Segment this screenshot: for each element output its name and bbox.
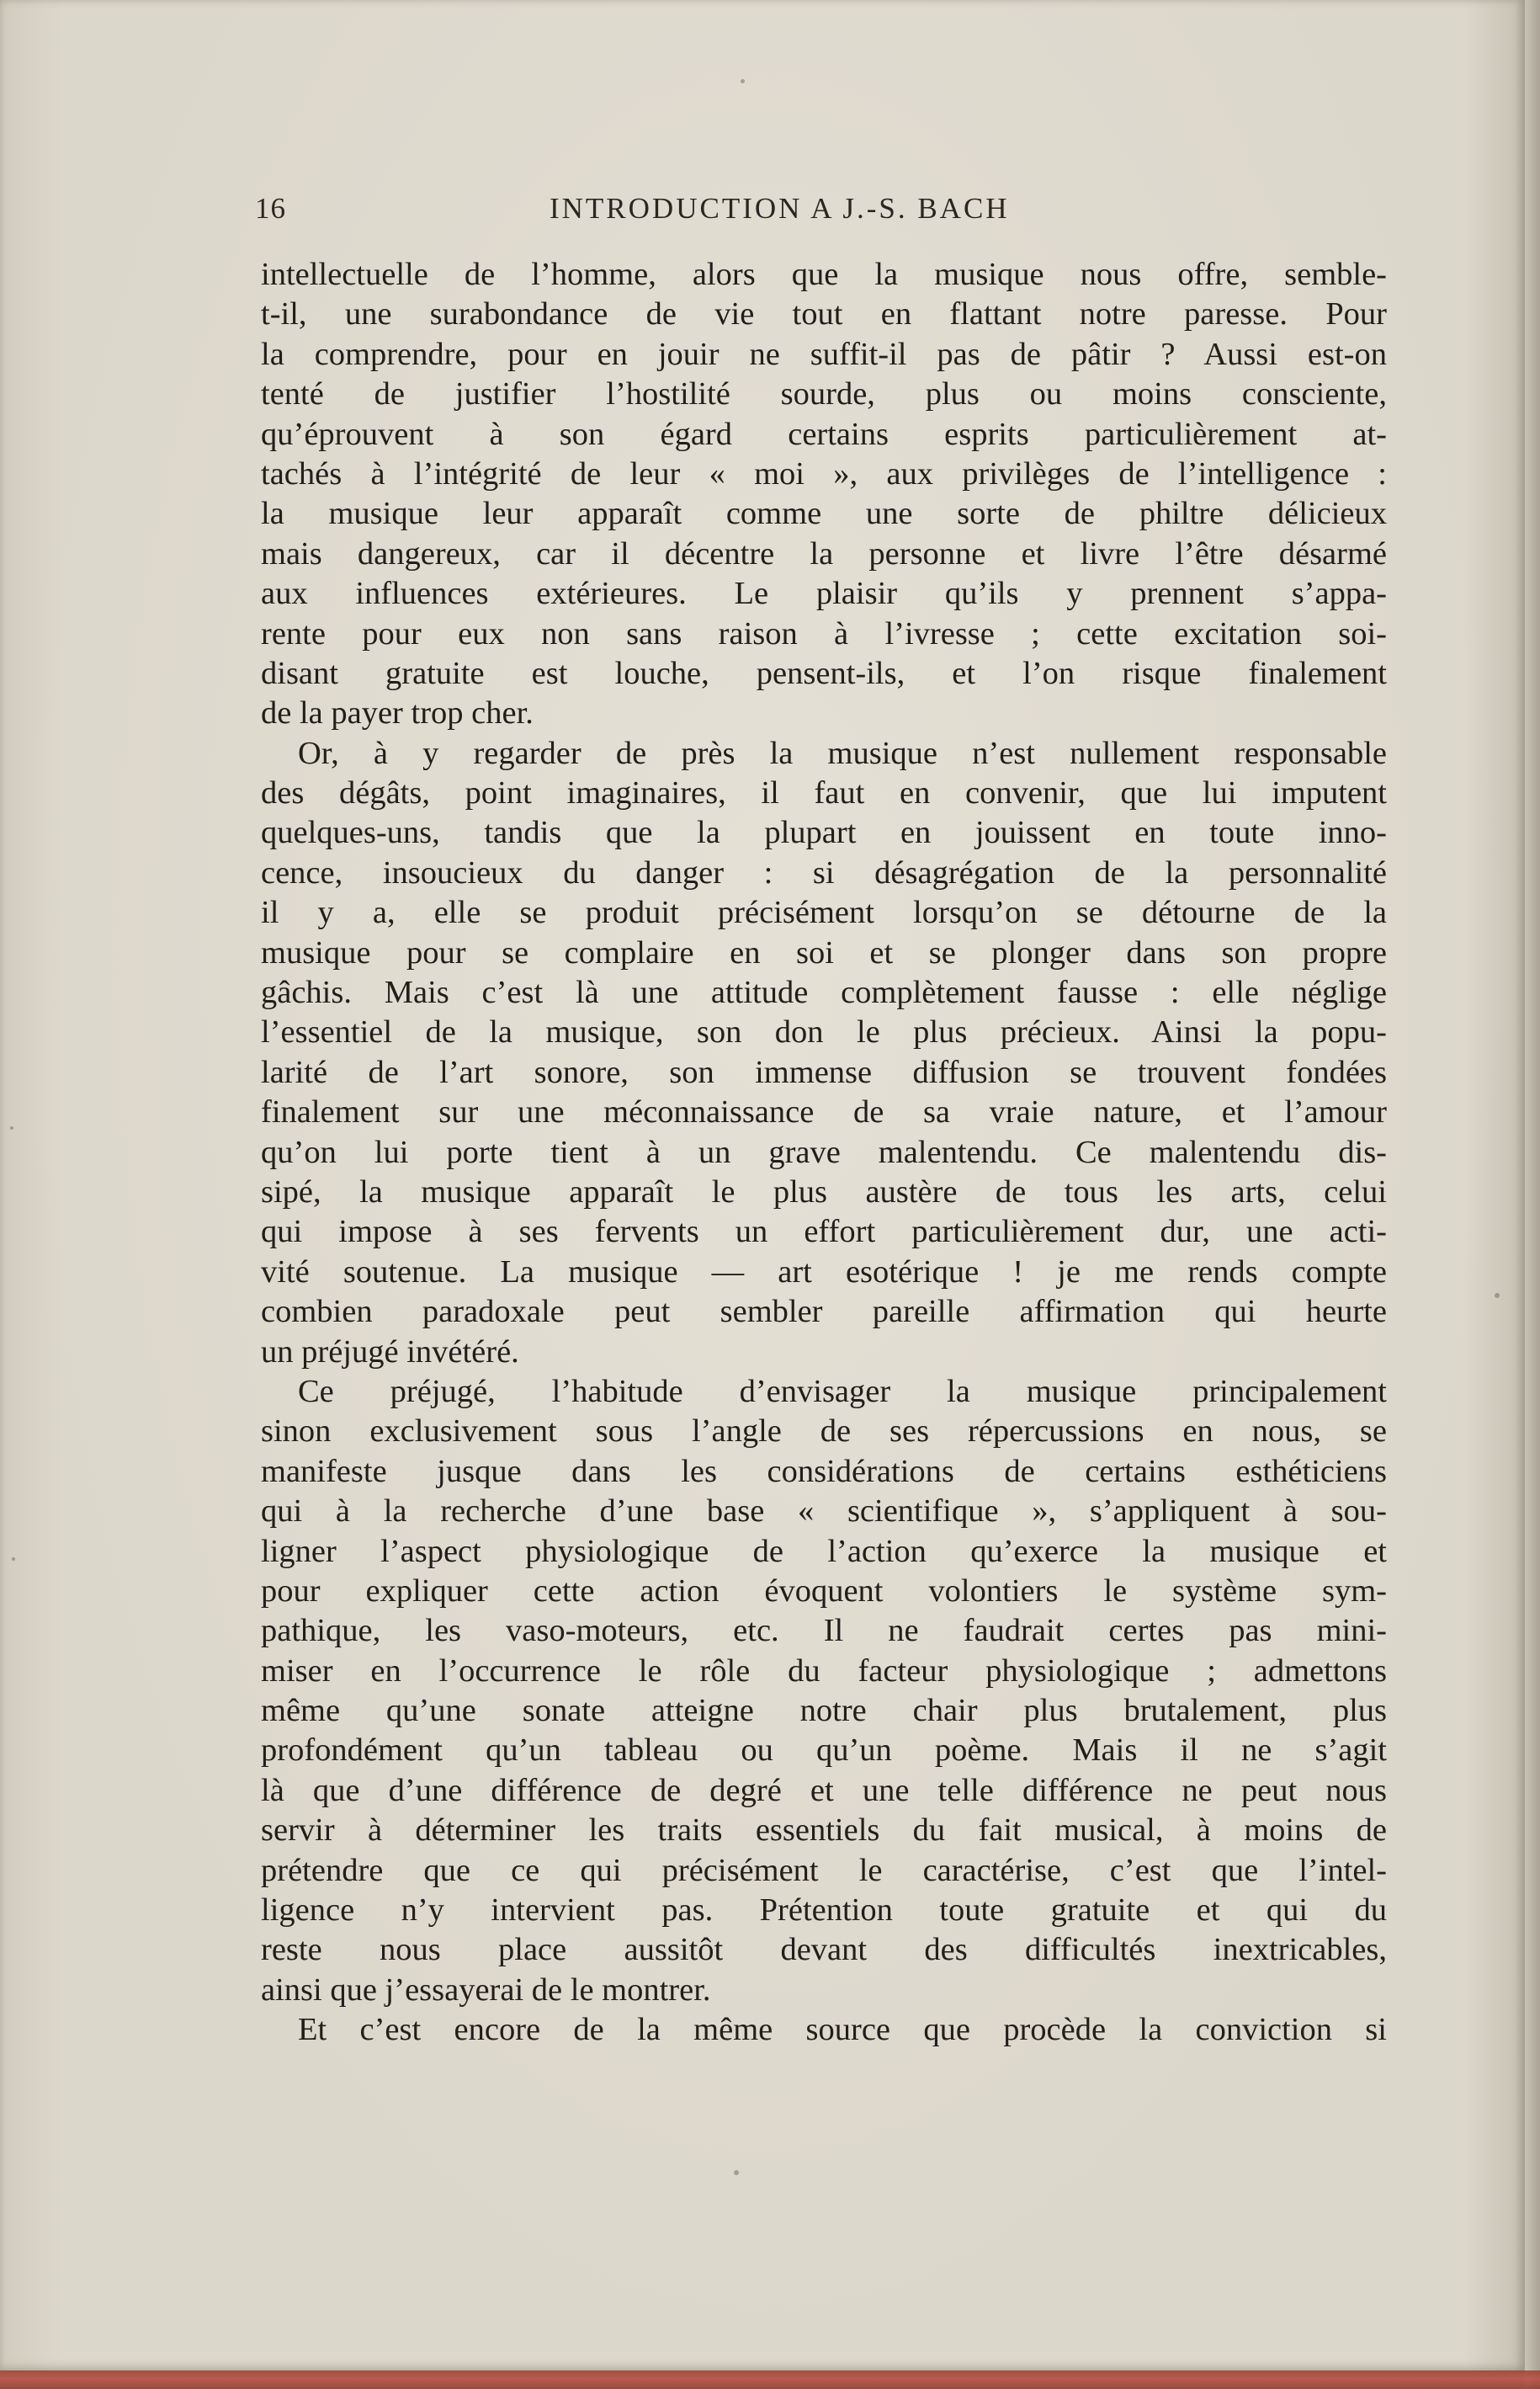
page-number: 16	[255, 192, 286, 225]
text-line: de la payer trop cher.	[261, 695, 534, 732]
text-line: ligner l’aspect physiologique de l’action qu’exerce la musique et	[261, 1533, 1387, 1569]
text-line: aux influences extérieures. Le plaisir qu’ils y prennent s’appa-	[261, 576, 1387, 612]
text-line: musique pour se complaire en soi et se plonger dans son propre	[261, 934, 1387, 971]
text-line: finalement sur une méconnaissance de sa vraie nature, et l’amour	[261, 1094, 1387, 1131]
text-line: qui impose à ses fervents un effort particulièrement dur, une acti-	[261, 1214, 1387, 1250]
text-line: qu’éprouvent à son égard certains esprits particulièrement at-	[261, 416, 1387, 452]
paper-speck	[741, 79, 745, 83]
running-title: INTRODUCTION A J.-S. BACH	[550, 192, 1010, 225]
text-line: reste nous place aussitôt devant des difficultés inextricables,	[261, 1932, 1387, 1968]
text-line: servir à déterminer les traits essentiels du fait musical, à moins de	[261, 1812, 1387, 1849]
text-line: qu’on lui porte tient à un grave malentendu. Ce malentendu dis-	[261, 1134, 1387, 1170]
text-line: manifeste jusque dans les considérations de certains esthéticiens	[261, 1453, 1387, 1489]
text-line: gâchis. Mais c’est là une attitude complètement fausse : elle néglige	[261, 975, 1387, 1011]
text-line: tenté de justifier l’hostilité sourde, plus ou moins consciente,	[261, 376, 1387, 412]
text-line: des dégâts, point imaginaires, il faut en convenir, que lui imputent	[261, 775, 1387, 811]
text-line: intellectuelle de l’homme, alors que la musique nous offre, semble-	[261, 257, 1387, 292]
text-line: disant gratuite est louche, pensent-ils, et l’on risque finalement	[261, 655, 1387, 691]
text-line: pour expliquer cette action évoquent volontiers le système sym-	[261, 1572, 1387, 1609]
text-line: là que d’une différence de degré et une telle différence ne peut nous	[261, 1772, 1387, 1808]
text-line: quelques-uns, tandis que la plupart en jouissent en toute inno-	[261, 815, 1387, 851]
text-line: cence, insoucieux du danger : si désagrégation de la personnalité	[261, 854, 1387, 891]
paper-speck	[10, 1126, 13, 1130]
text-line: larité de l’art sonore, son immense diffusion se trouvent fondées	[261, 1054, 1387, 1090]
book-cover-edge	[0, 2370, 1540, 2389]
text-line: mais dangereux, car il décentre la personne et livre l’être désarmé	[261, 535, 1387, 572]
paper-speck	[12, 1557, 15, 1561]
text-line: la comprendre, pour en jouir ne suffit-il pas de pâtir ? Aussi est-on	[261, 336, 1387, 372]
text-line: combien paradoxale peut sembler pareille affirmation qui heurte	[261, 1294, 1387, 1330]
text-line: rente pour eux non sans raison à l’ivresse ; cette excitation soi-	[261, 615, 1387, 652]
text-line: ainsi que j’essayerai de le montrer.	[261, 1971, 711, 2008]
text-line: pathique, les vaso-moteurs, etc. Il ne faudrait certes pas mini-	[261, 1613, 1387, 1649]
text-line: la musique leur apparaît comme une sorte de philtre délicieux	[261, 496, 1387, 532]
paper-speck	[1495, 1293, 1500, 1298]
text-line: sipé, la musique apparaît le plus austère de tous les arts, celui	[261, 1173, 1387, 1210]
text-line: prétendre que ce qui précisément le caractérise, c’est que l’intel-	[261, 1852, 1387, 1888]
text-line: un préjugé invétéré.	[261, 1333, 519, 1370]
paper-speck	[734, 2170, 739, 2175]
body-text	[261, 255, 1387, 2051]
text-line: même qu’une sonate atteigne notre chair plus brutalement, plus	[261, 1693, 1387, 1729]
text-line: ligence n’y intervient pas. Prétention toute gratuite et qui du	[261, 1892, 1387, 1929]
text-line: tachés à l’intégrité de leur « moi », aux privilèges de l’intelligence :	[261, 455, 1387, 492]
text-line: il y a, elle se produit précisément lorsqu’on se détourne de la	[261, 895, 1387, 931]
text-line: vité soutenue. La musique — art esotérique ! je me rends compte	[261, 1253, 1387, 1290]
text-line: Or, à y regarder de près la musique n’est nullement responsable	[298, 735, 1387, 771]
text-line: sinon exclusivement sous l’angle de ses répercussions en nous, se	[261, 1413, 1387, 1450]
text-line: qui à la recherche d’une base « scientifique », s’appliquent à sou-	[261, 1493, 1387, 1530]
text-line: profondément qu’un tableau ou qu’un poème. Mais il ne s’agit	[261, 1732, 1387, 1769]
text-line: Et c’est encore de la même source que procède la conviction si	[298, 2012, 1387, 2048]
page-edge	[1525, 0, 1540, 2389]
text-line: l’essentiel de la musique, son don le plus précieux. Ainsi la popu-	[261, 1014, 1387, 1051]
text-line: t-il, une surabondance de vie tout en flattant notre paresse. Pour	[261, 296, 1387, 333]
text-line: miser en l’occurrence le rôle du facteur physiologique ; admettons	[261, 1652, 1387, 1689]
text-line: Ce préjugé, l’habitude d’envisager la musique principalement	[298, 1373, 1387, 1409]
page-header	[255, 192, 1387, 234]
